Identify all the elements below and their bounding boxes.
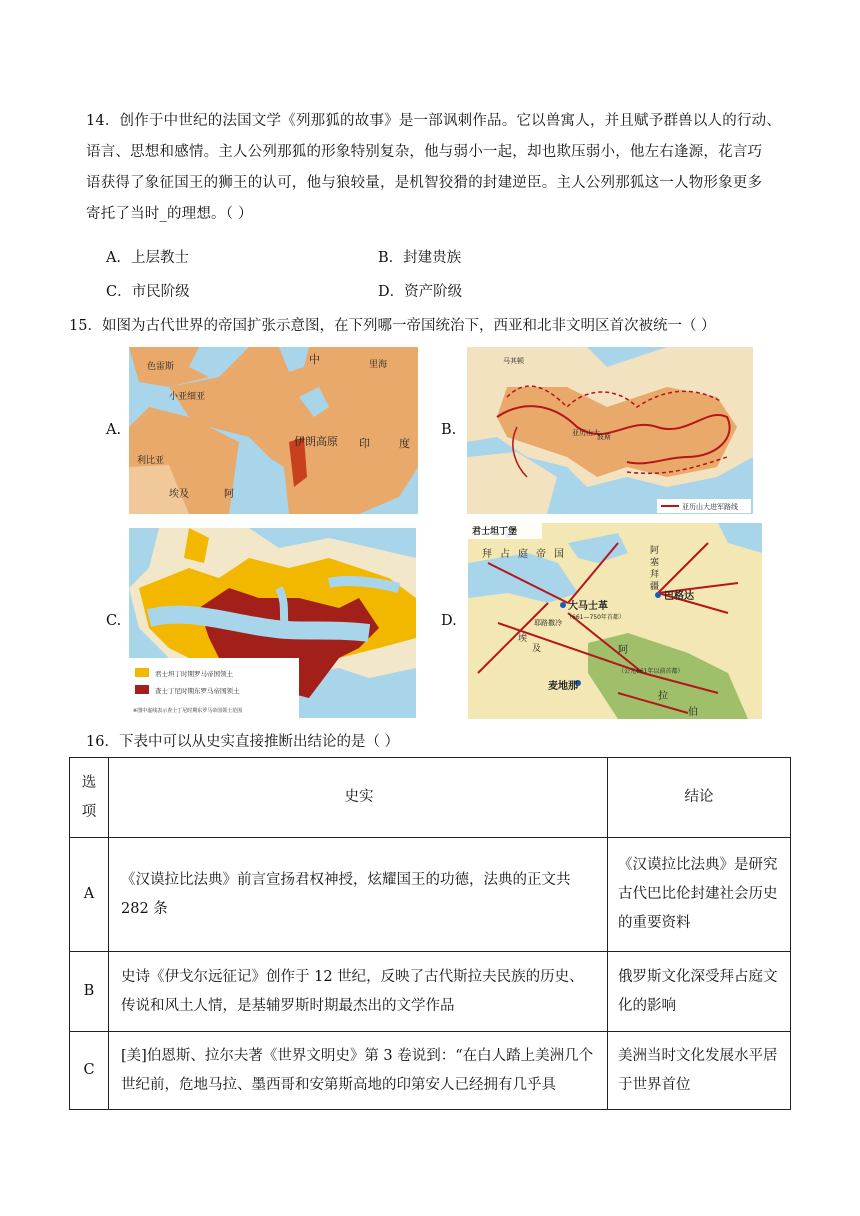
mapB-label-alexandria: 亚历山大 [572, 429, 600, 437]
q14-line-4: 寄托了当时_的理想。（ ） [86, 206, 253, 222]
q14-line-1: 14．创作于中世纪的法国文学《列那狐的故事》是一部讽刺作品。它以兽寓人，并且赋予群兽以人的行动、 [86, 113, 782, 129]
header-fact: 史实 [109, 758, 608, 838]
map-persian-empire[interactable] [129, 347, 418, 514]
mapD-label-medina-note: （公元661年以前首都） [618, 668, 684, 675]
q15-option-c-label[interactable]: C. [106, 613, 122, 629]
mapD-label-baghdad: 巴格达 [664, 591, 694, 602]
q14-option-a[interactable]: A．上层教士 [106, 250, 189, 266]
header-option-char-2: 项 [81, 803, 97, 820]
row-b-conclusion: 俄罗斯文化深受拜占庭文化的影响 [608, 952, 791, 1032]
mapA-label-asia-minor: 小亚细亚 [169, 392, 206, 402]
q14-option-b[interactable]: B．封建贵族 [378, 250, 462, 266]
header-option-char-1: 选 [81, 774, 97, 791]
row-a-conclusion: 《汉谟拉比法典》是研究古代巴比伦封建社会历史的重要资料 [608, 838, 791, 952]
q15-option-b-label[interactable]: B. [441, 422, 457, 438]
q14-option-d[interactable]: D．资产阶级 [378, 284, 463, 300]
q15-option-d-label[interactable]: D. [441, 613, 457, 629]
mapD-label-a1: 阿 [650, 546, 660, 556]
row-c-conclusion: 美洲当时文化发展水平居于世界首位 [608, 1032, 791, 1110]
mapC-caption: ※图中虚线表示查士丁尼时期东罗马帝国领土范围 [133, 708, 243, 714]
mapD-label-jiang: 疆 [650, 582, 660, 592]
row-b-option: B [70, 952, 109, 1032]
mapD-label-sai: 塞 [650, 558, 660, 568]
q16-table [69, 757, 791, 1110]
table-row [70, 952, 791, 1032]
mapA-label-thrace: 色雷斯 [147, 362, 175, 372]
mapD-label-la: 拉 [658, 691, 668, 702]
table-row [70, 838, 791, 952]
mapD-label-constantinople: 君士坦丁堡 [472, 527, 518, 537]
q14-line-3: 语获得了象征国王的狮王的认可，他与狼较量，是机智狡猾的封建逆臣。主人公列那狐这一人物形象更多 [86, 175, 763, 191]
mapA-label-a: 阿 [224, 489, 234, 500]
map-arab-empire[interactable] [468, 523, 762, 719]
mapD-label-damascus-note: （661—750年首都） [566, 614, 625, 621]
q14-option-c[interactable]: C．市民阶级 [106, 284, 190, 300]
mapA-label-in: 印 [359, 437, 370, 450]
mapD-label-bai2: 拜 [650, 570, 660, 580]
table-row [70, 1032, 791, 1110]
mapD-label-a2: 阿 [618, 645, 628, 656]
map-alexander-empire[interactable] [467, 347, 753, 514]
question-14-stem [86, 106, 791, 230]
mapD-label-ji: 及 [532, 644, 542, 654]
mapD-label-jerusalem: 耶路撒冷 [534, 619, 562, 627]
mapA-label-caspian: 里海 [369, 360, 388, 370]
mapD-label-ai: 埃 [518, 634, 528, 644]
header-option [70, 758, 109, 838]
mapA-label-libya: 利比亚 [137, 456, 165, 466]
map-roman-byzantine[interactable] [129, 528, 416, 718]
mapA-label-egypt: 埃及 [169, 489, 189, 500]
mapD-label-bai: 拜 [482, 549, 492, 560]
mapD-label-bo: 伯 [688, 707, 698, 718]
row-c-fact: [美]伯恩斯、拉尔夫著《世界文明史》第 3 卷说到：“在白人踏上美洲几个世纪前，危地马拉、墨西哥和安第斯高地的印第安人已经拥有几乎具 [109, 1032, 608, 1110]
mapD-label-medina: 麦地那 [548, 681, 578, 692]
mapC-legend-justinian: 查士丁尼时期东罗马帝国领土 [155, 687, 240, 695]
mapD-label-di: 帝 [536, 549, 546, 560]
question-16-stem: 16．下表中可以从史实直接推断出结论的是（ ） [86, 734, 400, 750]
mapD-label-zhan: 占 [500, 549, 510, 560]
row-b-fact: 史诗《伊戈尔远征记》创作于 12 世纪，反映了古代斯拉夫民族的历史、传说和风土人情，是基辅罗斯时期最杰出的文学作品 [109, 952, 608, 1032]
mapD-label-ting: 庭 [518, 549, 528, 560]
mapA-label-iranian-plateau: 伊朗高原 [294, 435, 338, 448]
question-15-stem: 15．如图为古代世界的帝国扩张示意图，在下列哪一帝国统治下，西亚和北非文明区首次被统一（ ） [69, 318, 716, 334]
row-a-fact: 《汉谟拉比法典》前言宣扬君权神授，炫耀国王的功德，法典的正文共282 条 [109, 838, 608, 952]
mapD-label-damascus: 大马士革 [568, 601, 608, 612]
mapA-label-du: 度 [399, 437, 410, 450]
header-conclusion: 结论 [608, 758, 791, 838]
mapB-label-macedon: 马其顿 [503, 357, 524, 365]
mapB-legend-route: 亚历山大进军路线 [682, 503, 738, 511]
row-a-option: A [70, 838, 109, 952]
q14-line-2: 语言、思想和感情。主人公列那狐的形象特别复杂，他与弱小一起，却也欺压弱小，他左右逢源，花言巧 [86, 144, 763, 160]
q15-option-a-label[interactable]: A. [106, 422, 122, 438]
mapC-legend-constantine: 君士坦丁时期罗马帝国领土 [155, 670, 233, 678]
mapD-label-guo: 国 [554, 549, 564, 560]
mapB-label-persia: 波斯 [597, 433, 611, 441]
row-c-option: C [70, 1032, 109, 1110]
mapA-label-central: 中 [309, 353, 320, 366]
table-header-row [70, 758, 791, 838]
